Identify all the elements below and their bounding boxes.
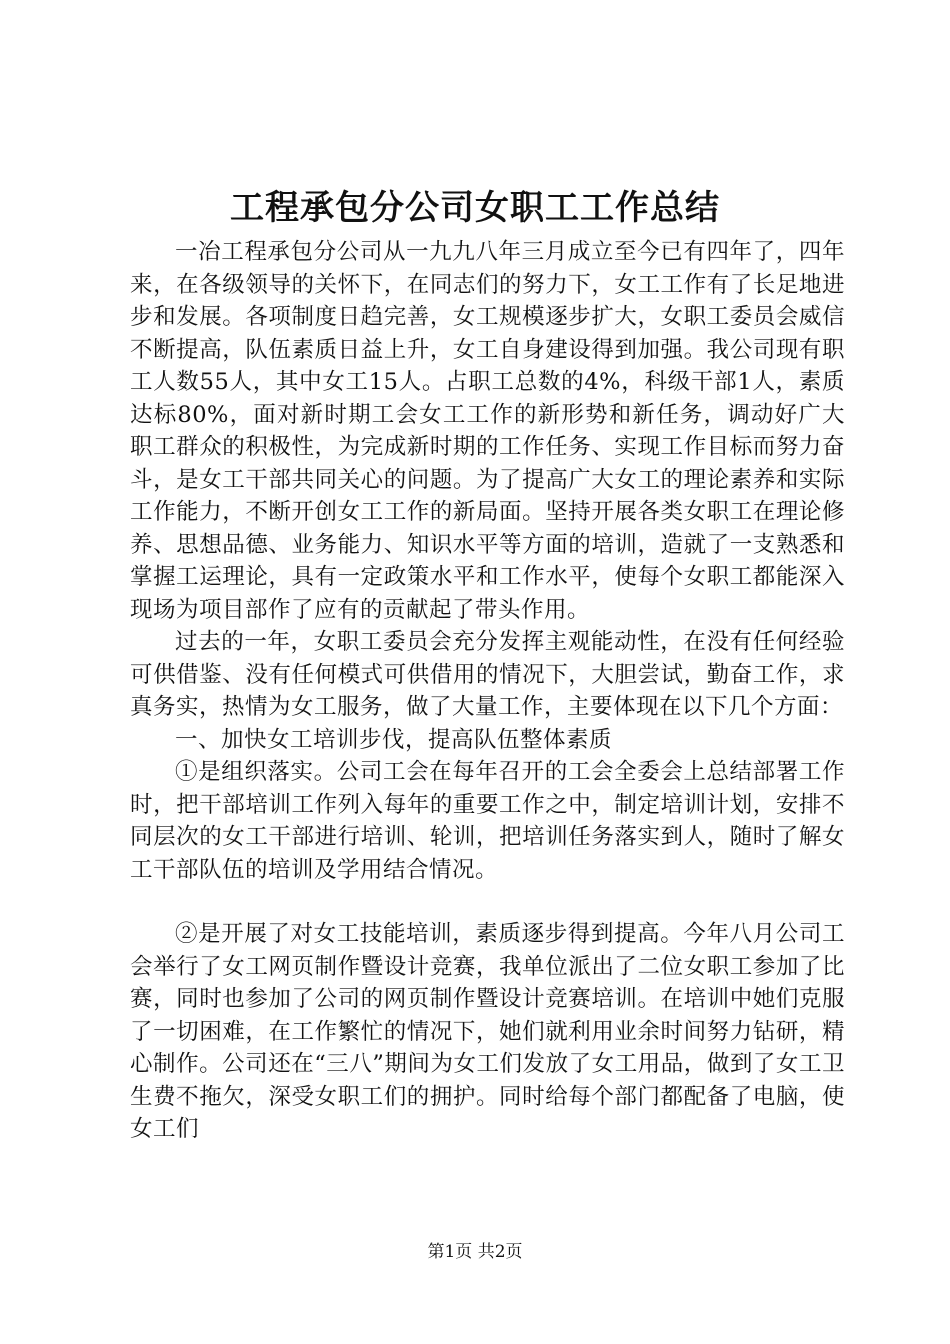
paragraph-intro: 一冶工程承包分公司从一九九八年三月成立至今已有四年了，四年来，在各级领导的关怀下，在同志们的努力下，女工工作有了长足地进步和发展。各项制度日趋完善，女工规模逐步扩大，女职工委员会威信不断提高，队伍素质日益上升，女工自身建设得到加强。我公司现有职工人数55人，其中女工15人。占职工总数的4%，科级干部1人，素质达标80%，面对新时期工会女工工作的新形势和新任务，调动好广大职工群众的积极性，为完成新时期的工作任务、实现工作目标而努力奋斗，是女工干部共同关心的问题。为了提高广大女工的理论素养和实际工作能力，不断开创女工工作的新局面。坚持开展各类女职工在理论修养、思想品德、业务能力、知识水平等方面的培训，造就了一支熟悉和掌握工运理论，具有一定政策水平和工作水平，使每个女职工都能深入现场为项目部作了应有的贡献起了带头作用。 — [130, 239, 845, 623]
paragraph-item-2: ②是开展了对女工技能培训，素质逐步得到提高。今年八月公司工会举行了女工网页制作暨设计竞赛，我单位派出了二位女职工参加了比赛，同时也参加了公司的网页制作暨设计竞赛培训。在培训中她们克服了一切困难，在工作繁忙的情况下，她们就利用业余时间努力钻研，精心制作。公司还在“三八”期间为女工们发放了女工用品，做到了女工卫生费不拖欠，深受女职工们的拥护。同时给每个部门都配备了电脑，使女工们 — [130, 921, 845, 1142]
paragraph-item-1: ①是组织落实。公司工会在每年召开的工会全委会上总结部署工作时，把干部培训工作列入每年的重要工作之中，制定培训计划，安排不同层次的女工干部进行培训、轮训，把培训任务落实到人，随时了解女工干部队伍的培训及学用结合情况。 — [130, 759, 845, 883]
document-body — [130, 236, 845, 1146]
document-title: 工程承包分公司女职工工作总结 — [230, 188, 720, 228]
paragraph-spacer — [130, 886, 845, 918]
page-number-footer: 第1页 共2页 — [427, 1242, 523, 1262]
paragraph-past-year: 过去的一年，女职工委员会充分发挥主观能动性，在没有任何经验可供借鉴、没有任何模式可供借用的情况下，大胆尝试，勤奋工作，求真务实，热情为女工服务，做了大量工作，主要体现在以下几个方面： — [130, 629, 845, 720]
section-heading-1: 一、加快女工培训步伐，提高队伍整体素质 — [175, 726, 613, 753]
